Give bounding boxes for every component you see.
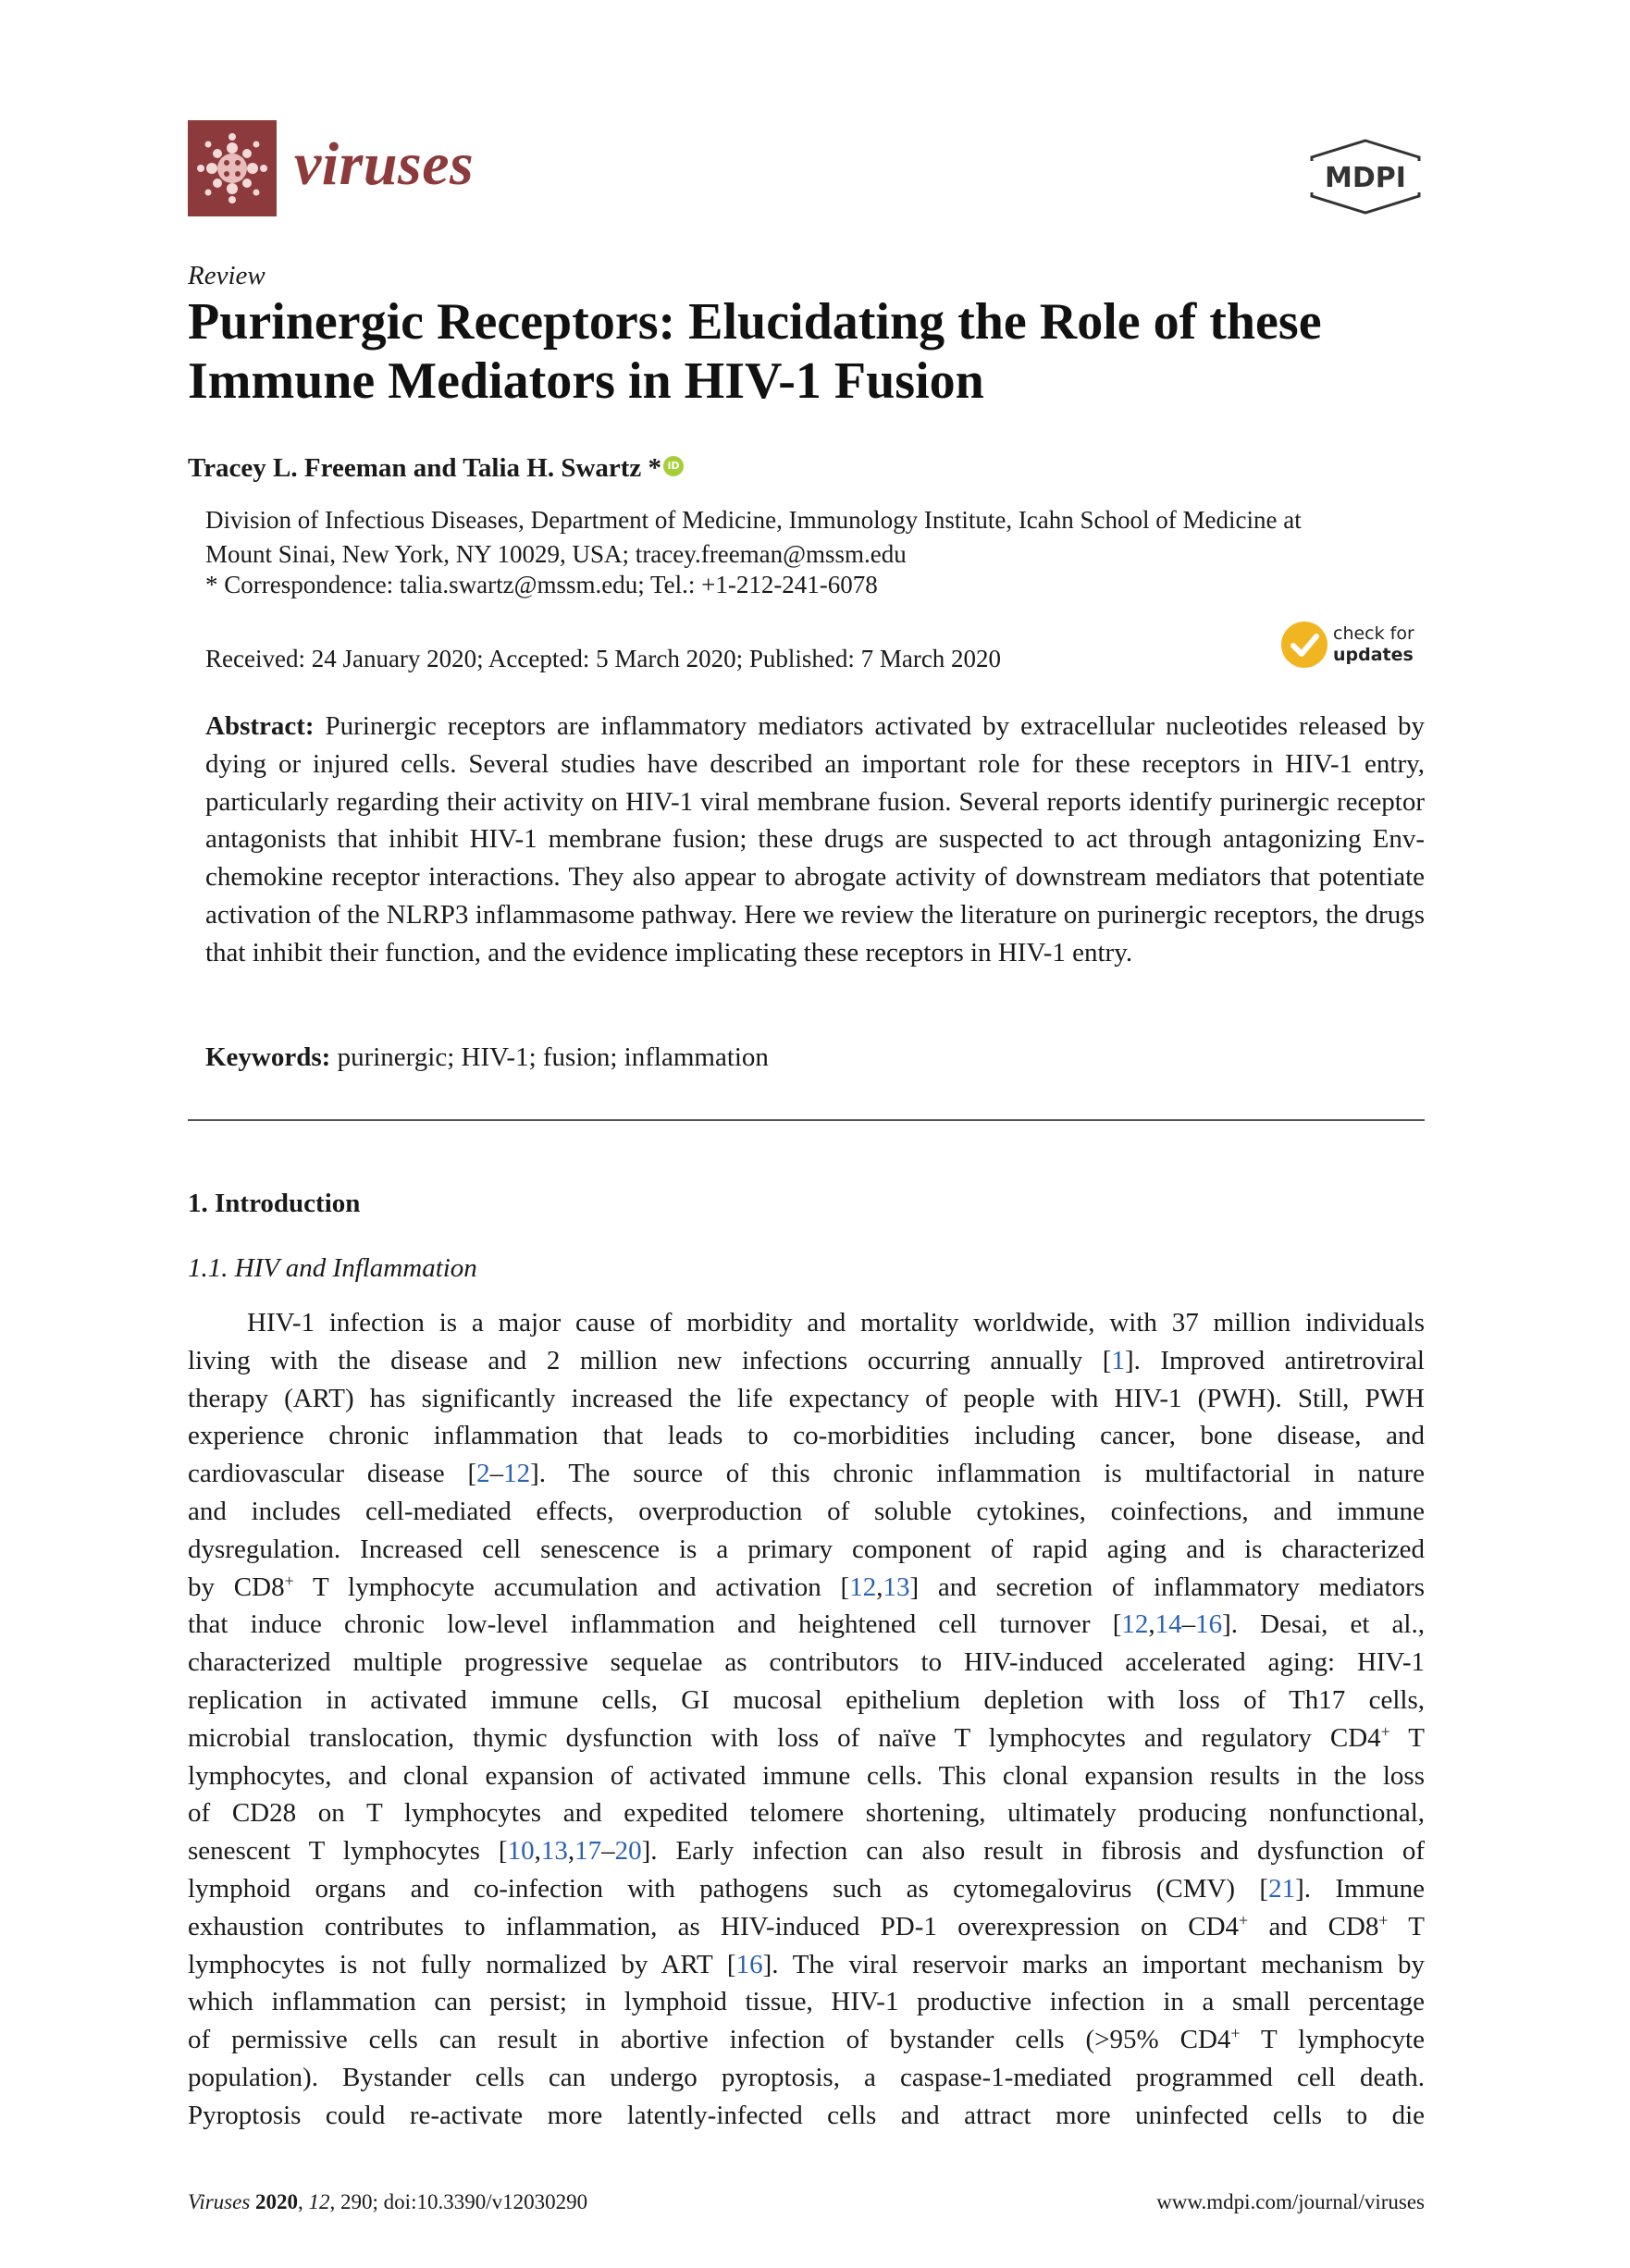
body-text-run: cardiovascular disease [ — [188, 1459, 477, 1489]
body-line — [188, 1832, 1425, 1870]
affiliation-line-1: Division of Infectious Diseases, Department of Medicine, Immunology Institute, Icahn School of Medicine at — [205, 506, 1302, 534]
body-text-run: lymphoid organs and co-infection with pathogens such as cytomegalovirus (CMV) [ — [188, 1873, 1269, 1904]
body-line — [188, 1682, 1425, 1719]
correspondence: * Correspondence: talia.swartz@mssm.edu; Tel.: +1-212-241-6078 — [205, 571, 878, 598]
body-text-run: , — [567, 1836, 575, 1867]
section-divider — [188, 1119, 1425, 1121]
body-text-run: microbial translocation, thymic dysfunction with loss of naïve T lymphocytes and regulatory CD4 — [188, 1722, 1381, 1753]
body-text-run: , — [876, 1572, 883, 1602]
body-line — [188, 1531, 1425, 1569]
citation-link[interactable]: 16 — [735, 1949, 763, 1979]
citation-link[interactable]: 1 — [1111, 1345, 1125, 1375]
footer-year: 2020 — [255, 2190, 299, 2213]
title-line-1: Purinergic Receptors: Elucidating the Role of these — [188, 293, 1322, 351]
footer-volume: 12 — [308, 2190, 330, 2213]
body-text-run: ]. Improved antiretroviral — [1124, 1345, 1425, 1375]
publication-dates: Received: 24 January 2020; Accepted: 5 March 2020; Published: 7 March 2020 — [205, 645, 1002, 672]
body-line — [188, 1380, 1425, 1418]
body-text-run: exhaustion contributes to inflammation, as HIV-induced PD-1 overexpression on CD4 — [188, 1911, 1240, 1941]
body-text — [188, 1304, 1425, 2135]
body-text-run: T — [1389, 1722, 1425, 1753]
journal-name: viruses — [294, 130, 475, 198]
body-text-run: , — [1148, 1609, 1155, 1640]
author-names: Tracey L. Freeman and Talia H. Swartz * — [188, 453, 662, 483]
body-text-run: and CD8 — [1248, 1911, 1379, 1941]
body-text-run: – — [601, 1836, 615, 1867]
body-text-run: by CD8 — [188, 1572, 285, 1602]
body-line — [188, 1719, 1425, 1757]
citation-link[interactable]: 17 — [574, 1836, 602, 1867]
body-text-run: dysregulation. Increased cell senescence is a primary component of rapid aging and is characterized — [188, 1534, 1425, 1564]
check-updates-icon — [1279, 620, 1329, 670]
body-line — [188, 1304, 1425, 1342]
journal-logo-icon — [188, 120, 277, 216]
page-title — [188, 292, 1446, 411]
body-text-run: experience chronic inflammation that leads to co-morbidities including cancer, bone disease, and — [188, 1421, 1425, 1451]
body-line — [188, 1606, 1425, 1644]
body-line — [188, 1417, 1425, 1455]
section-heading: 1. Introduction — [188, 1189, 361, 1218]
citation-link[interactable]: 13 — [540, 1836, 568, 1867]
body-text-run: ]. The viral reservoir marks an important mechanism by — [762, 1949, 1425, 1979]
body-text-run: Pyroptosis could re-activate more latently-infected cells and attract more uninfected cells to die — [188, 2100, 1425, 2130]
body-text-run: – — [1181, 1609, 1196, 1640]
virus-icon — [188, 120, 277, 216]
keywords-text: purinergic; HIV-1; fusion; inflammation — [337, 1042, 769, 1072]
abstract-label: Abstract: — [205, 711, 315, 741]
body-text-run: which inflammation can persist; in lymphoid tissue, HIV-1 productive infection in a small percentage — [188, 1987, 1425, 2017]
superscript: + — [1380, 1721, 1390, 1741]
body-text-run: ]. Desai, et al., — [1222, 1609, 1425, 1640]
body-text-run: characterized multiple progressive sequelae as contributors to HIV-induced accelerated aging: HIV-1 — [188, 1647, 1425, 1678]
keywords-label: Keywords: — [205, 1042, 331, 1072]
affiliation — [205, 503, 1445, 572]
citation-footer: Viruses 2020, 12, 290; doi:10.3390/v12030290 — [188, 2190, 588, 2213]
citation-link[interactable]: 12 — [849, 1572, 877, 1602]
body-line — [188, 1342, 1425, 1380]
keywords — [205, 1042, 769, 1073]
body-line — [188, 1983, 1425, 2021]
mdpi-logo-text: MDPI — [1325, 162, 1406, 194]
body-text-run: living with the disease and 2 million new infections occurring annually [ — [188, 1345, 1112, 1375]
body-line — [188, 2097, 1425, 2135]
body-text-run: T lymphocyte accumulation and activation [ — [293, 1572, 850, 1602]
body-text-run: HIV-1 infection is a major cause of morbidity and mortality worldwide, with 37 million individuals — [247, 1308, 1425, 1337]
title-line-2: Immune Mediators in HIV-1 Fusion — [188, 352, 984, 410]
superscript: + — [1230, 2024, 1241, 2043]
citation-link[interactable]: 12 — [503, 1459, 531, 1489]
body-text-run: , — [534, 1836, 541, 1867]
body-text-run: of CD28 on T lymphocytes and expedited telomere shortening, ultimately producing nonfunctional, — [188, 1798, 1425, 1829]
body-text-run: senescent T lymphocytes [ — [188, 1836, 508, 1867]
body-text-run: that induce chronic low-level inflammation and heightened cell turnover [ — [188, 1609, 1122, 1640]
journal-url-link[interactable]: www.mdpi.com/journal/viruses — [1156, 2190, 1425, 2213]
superscript: + — [1239, 1910, 1249, 1929]
body-line — [188, 1908, 1425, 1946]
body-text-run: T — [1388, 1911, 1425, 1941]
body-text-run: of permissive cells can result in abortive infection of bystander cells (>95% CD4 — [188, 2025, 1231, 2055]
body-text-run: T lymphocyte — [1240, 2025, 1425, 2055]
body-line — [188, 1644, 1425, 1682]
body-text-run: ] and secretion of inflammatory mediators — [909, 1572, 1425, 1602]
superscript: + — [284, 1571, 294, 1590]
body-text-run: replication in activated immune cells, GI mucosal epithelium depletion with loss of Th17 cells, — [188, 1684, 1425, 1715]
citation-link[interactable]: 14 — [1155, 1609, 1182, 1640]
author-list — [188, 453, 684, 484]
body-line — [188, 1946, 1425, 1984]
citation-link[interactable]: 10 — [507, 1836, 535, 1867]
affiliation-line-2: Mount Sinai, New York, NY 10029, USA; tracey.freeman@mssm.edu — [205, 540, 907, 568]
subsection-heading: 1.1. HIV and Inflammation — [188, 1253, 477, 1283]
body-line — [188, 1455, 1425, 1493]
body-text-run: ]. Immune — [1295, 1873, 1425, 1904]
citation-link[interactable]: 13 — [883, 1572, 910, 1602]
body-text-run: lymphocytes is not fully normalized by ART [ — [188, 1949, 736, 1979]
body-line — [188, 2021, 1425, 2059]
citation-link[interactable]: 16 — [1195, 1609, 1223, 1640]
check-updates-label-1: check for — [1333, 623, 1414, 644]
citation-link[interactable]: 2 — [476, 1459, 490, 1489]
footer-journal: Viruses — [188, 2190, 251, 2213]
abstract — [205, 708, 1425, 972]
body-text-run: therapy (ART) has significantly increased the life expectancy of people with HIV-1 (PWH). Still, PWH — [188, 1383, 1425, 1413]
body-text-run: and includes cell-mediated effects, overproduction of soluble cytokines, coinfections, and immune — [188, 1496, 1425, 1526]
body-line — [188, 1794, 1425, 1832]
body-line — [188, 2059, 1425, 2097]
body-line — [188, 1757, 1425, 1795]
body-text-run: ]. Early infection can also result in fibrosis and dysfunction of — [641, 1836, 1426, 1867]
body-text-run: – — [489, 1459, 504, 1489]
body-line — [188, 1493, 1425, 1531]
body-text-run: population). Bystander cells can undergo pyroptosis, a caspase-1-mediated programmed cell death. — [188, 2062, 1425, 2092]
article-type: Review — [188, 261, 265, 290]
citation-link[interactable]: 21 — [1268, 1873, 1296, 1904]
abstract-text: Purinergic receptors are inflammatory mediators activated by extracellular nucleotides released by dying or injured cells. Several studies have described an important role for these receptors in HIV-1 entry, particularly regarding their activity on HIV-1 viral membrane fusion. Several reports identify purinergic receptor antagonists that inhibit HIV-1 membrane fusion; these drugs are suspected to act through antagonizing Env-chemokine receptor interactions. They also appear to abrogate activity of downstream mediators that potentiate activation of the NLRP3 inflammasome pathway. Here we review the literature on purinergic receptors, the drugs that inhibit their function, and the evidence implicating these receptors in HIV-1 entry. — [205, 711, 1425, 968]
check-updates-label-2: updates — [1333, 645, 1414, 665]
body-text-run: ]. The source of this chronic inflammation is multifactorial in nature — [530, 1459, 1425, 1489]
orcid-icon[interactable]: iD — [663, 456, 684, 476]
footer-doi: , 290; doi:10.3390/v12030290 — [329, 2190, 588, 2213]
superscript: + — [1378, 1910, 1389, 1929]
citation-link[interactable]: 12 — [1121, 1609, 1149, 1640]
body-line — [188, 1870, 1425, 1908]
body-text-run: lymphocytes, and clonal expansion of activated immune cells. This clonal expansion results in the loss — [188, 1760, 1425, 1791]
mdpi-logo — [1306, 139, 1425, 215]
mdpi-hexagon-icon — [1306, 139, 1425, 215]
citation-link[interactable]: 20 — [614, 1836, 642, 1867]
body-line — [188, 1569, 1425, 1607]
check-for-updates-button[interactable] — [1279, 618, 1427, 672]
